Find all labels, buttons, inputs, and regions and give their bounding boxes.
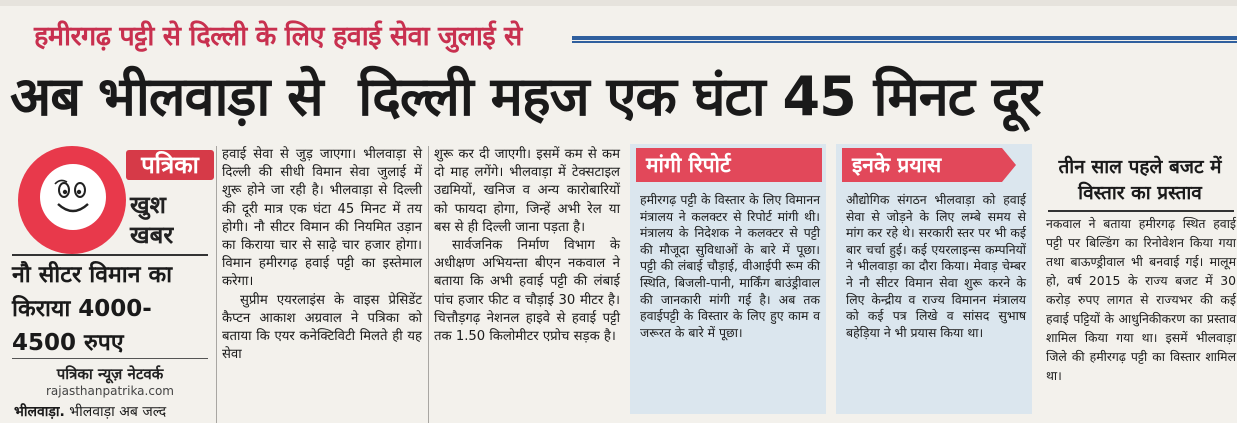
- divider: [1048, 210, 1234, 212]
- byline-website: rajasthanpatrika.com: [46, 384, 174, 398]
- fare-headline: नौ सीटर विमान का किराया 4000-4500 रुपए: [12, 262, 173, 356]
- budget-text: नकवाल ने बताया हमीरगढ़ स्थित हवाई पट्टी पर बिल्डिंग का रिनोवेशन किया गया तथा बाऊण्ड्रीवाल भी बनवाई गई। मालूम हो, वर्ष 2015 के राज्य बजट में 30 करोड़ रुपए लागत से राज्यभर की कई हवाई पट्टियों के आधुनिकीकरण का प्रस्ताव शामिल किया गया था। इसमें भीलवाड़ा जिले की हमीरगढ़ पट्टी का विस्तार शामिल था।: [1046, 216, 1236, 383]
- paragraph: हवाई सेवा से जुड़ जाएगा। भीलवाड़ा से दिल्ली की सीधी विमान सेवा जुलाई में शुरू होने जा रही है। भीलवाड़ा से दिल्ली की दूरी मात्र एक घंटा 45 मिनट में तय होगी। नौ सीटर विमान की नियमित उड़ान का किराया चार से साढ़े चार हजार होगा। विमान हमीरगढ़ हवाई पट्टी का इस्तेमाल करेगा।: [222, 147, 422, 290]
- report-box-title: मांगी रिपोर्ट: [636, 148, 822, 182]
- smiley-face-icon: [40, 164, 106, 230]
- divider: [12, 254, 208, 256]
- khabar-label: खबर: [130, 221, 174, 249]
- top-strip: [0, 0, 1237, 6]
- paragraph: सुप्रीम एयरलाइंस के वाइस प्रेसिडेंट कैप्टन आकाश अग्रवाल ने पत्रिका को बताया कि एयर कनेक्टिविटी मिलते ही यह सेवा: [222, 292, 422, 363]
- report-box-text: हमीरगढ़ पट्टी के विस्तार के लिए विमानन मंत्रालय ने कलक्टर से रिपोर्ट मांगी थी। मंत्रालय के निदेशक ने कलक्टर से पट्टी की मौजूदा सुविधाओं के बारे में पूछा। पट्टी की लंबाई चौड़ाई, वीआईपी रूम की स्थिति, बिजली-पानी, मार्किंग बाउंड्रीवाल की जानकारी मांगी गई है। अब तक हवाईपट्टी के विस्तार के लिए हुए काम व जरूरत के बारे में पूछा।: [640, 192, 820, 340]
- article-column-3: [434, 146, 620, 346]
- budget-headline: तीन साल पहले बजट में विस्तार का प्रस्ताव: [1058, 156, 1222, 204]
- kicker-rule: [572, 36, 1237, 44]
- dateline-lead: भीलवाड़ा अब जल्द: [64, 404, 167, 420]
- dateline: [14, 402, 212, 422]
- article-column-2: [222, 146, 422, 364]
- khush-label: खुश: [130, 191, 166, 219]
- left-column: [0, 140, 212, 423]
- main-headline: अब भीलवाड़ा से दिल्ली महज एक घंटा 45 मिनट दूर: [10, 65, 1041, 128]
- effort-box-title: इनके प्रयास: [842, 148, 1002, 182]
- budget-column: [1040, 144, 1237, 423]
- column-divider: [216, 146, 217, 423]
- inke-prayas-box: [836, 144, 1032, 414]
- kicker-row: [0, 14, 1237, 56]
- byline-network: पत्रिका न्यूज़ नेटवर्क: [56, 365, 164, 383]
- patrika-khush-khabar-logo: [14, 144, 214, 252]
- brand-label: पत्रिका: [126, 150, 214, 180]
- column-divider: [428, 146, 429, 423]
- paragraph: शुरू कर दी जाएगी। इसमें कम से कम दो माह लगेंगे। भीलवाड़ा में टेक्सटाइल उद्यमियों, खनिज व अन्य कारोबारियों को फायदा होगा, जिन्हें अभी रेल या बस से ही दिल्ली जाना पड़ता है।: [434, 147, 620, 235]
- effort-box-text: औद्योगिक संगठन भीलवाड़ा को हवाई सेवा से जोड़ने के लिए लम्बे समय से मांग कर रहे थे। सरकारी स्तर पर भी कई बार चर्चा हुई। कई एयरलाइन्स कम्पनियों ने भीलवाड़ा का दौरा किया। मेवाड़ चेम्बर ने नौ सीटर विमान सेवा शुरू करने के लिए केन्द्रीय व राज्य विमानन मंत्रालय को कई पत्र लिखे व सांसद सुभाष बहेड़िया ने भी प्रयास किया था।: [846, 192, 1026, 340]
- kicker-text: हमीरगढ़ पट्टी से दिल्ली के लिए हवाई सेवा जुलाई से: [34, 21, 522, 52]
- paragraph: सार्वजनिक निर्माण विभाग के अधीक्षण अभियन्ता बीएन नकवाल ने बताया कि अभी हवाई पट्टी की लंबाई पांच हजार फीट व चौड़ाई 30 मीटर है। चित्तौड़गढ़ नेशनल हाइवे से हवाई पट्टी तक 1.50 किलोमीटर एप्रोच सड़क है।: [434, 238, 620, 345]
- divider: [12, 358, 208, 359]
- maangi-report-box: [630, 144, 826, 414]
- dateline-place: भीलवाड़ा.: [14, 404, 65, 420]
